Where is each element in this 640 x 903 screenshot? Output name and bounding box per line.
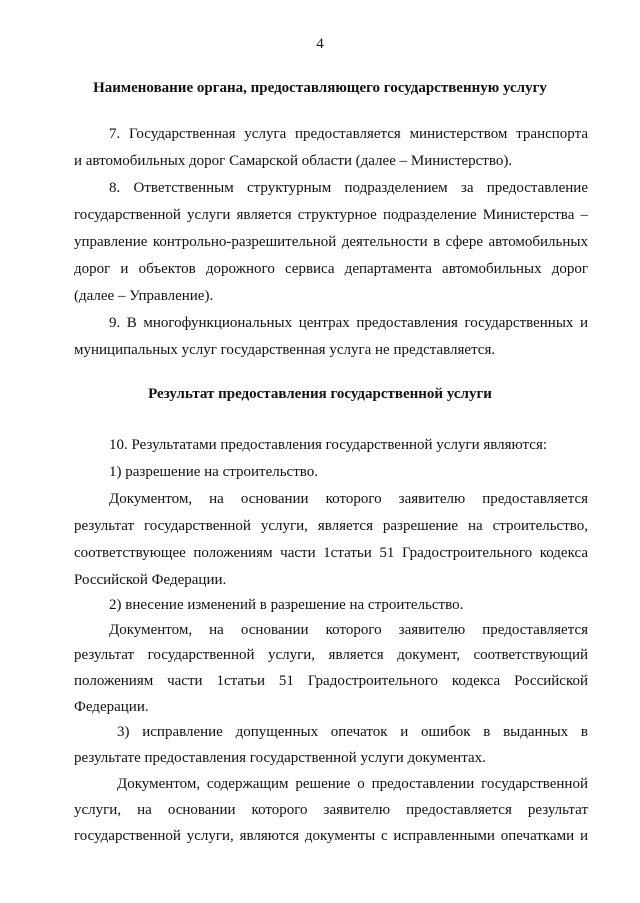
paragraph-line: 1) разрешение на строительство.: [109, 464, 318, 480]
paragraph-line: 10. Результатами предоставления государственной услуги являются:: [109, 437, 548, 453]
paragraph-line: 2) внесение изменений в разрешение на строительство.: [109, 597, 464, 613]
paragraph-line: результат государственной услуги, является документ, соответствующий: [74, 647, 588, 663]
paragraph-line: Российской Федерации.: [74, 572, 227, 588]
paragraph-line: положениям части 1статьи 51 Градостроительного кодекса Российской: [74, 673, 588, 689]
paragraph-line: и автомобильных дорог Самарской области (далее – Министерство).: [74, 153, 513, 169]
paragraph-line: результате предоставления государственной услуги документах.: [74, 750, 486, 766]
paragraph-line: (далее – Управление).: [74, 288, 214, 304]
paragraph-line: государственной услуги является структурное подразделение Министерства –: [74, 207, 588, 223]
paragraph-line: услуги, на основании которого заявителю предоставляется результат: [74, 802, 588, 818]
paragraph-line: управление контрольно-разрешительной деятельности в сфере автомобильных: [74, 234, 588, 250]
section-heading-result: Результат предоставления государственной услуги: [148, 386, 492, 402]
section-heading-authority: Наименование органа, предоставляющего государственную услугу: [93, 80, 547, 96]
paragraph-line: 8. Ответственным структурным подразделением за предоставление: [109, 180, 588, 196]
paragraph-line: муниципальных услуг государственная услуга не представляется.: [74, 342, 496, 358]
paragraph-line: Документом, на основании которого заявителю предоставляется: [109, 491, 588, 507]
page-number: 4: [316, 36, 324, 52]
paragraph-line: Документом, на основании которого заявителю предоставляется: [109, 622, 588, 638]
paragraph-line: соответствующее положениям части 1статьи 51 Градостроительного кодекса: [74, 545, 588, 561]
paragraph-line: государственной услуги, являются документы с исправленными опечатками и: [74, 828, 588, 844]
paragraph-line: дорог и объектов дорожного сервиса департамента автомобильных дорог: [74, 261, 588, 277]
paragraph-line: Документом, содержащим решение о предоставлении государственной: [117, 776, 588, 792]
paragraph-line: 7. Государственная услуга предоставляется министерством транспорта: [109, 126, 588, 142]
paragraph-line: 9. В многофункциональных центрах предоставления государственных и: [109, 315, 588, 331]
paragraph-line: 3) исправление допущенных опечаток и ошибок в выданных в: [117, 724, 588, 740]
paragraph-line: Федерации.: [74, 699, 149, 715]
paragraph-line: результат государственной услуги, является разрешение на строительство,: [74, 518, 588, 534]
